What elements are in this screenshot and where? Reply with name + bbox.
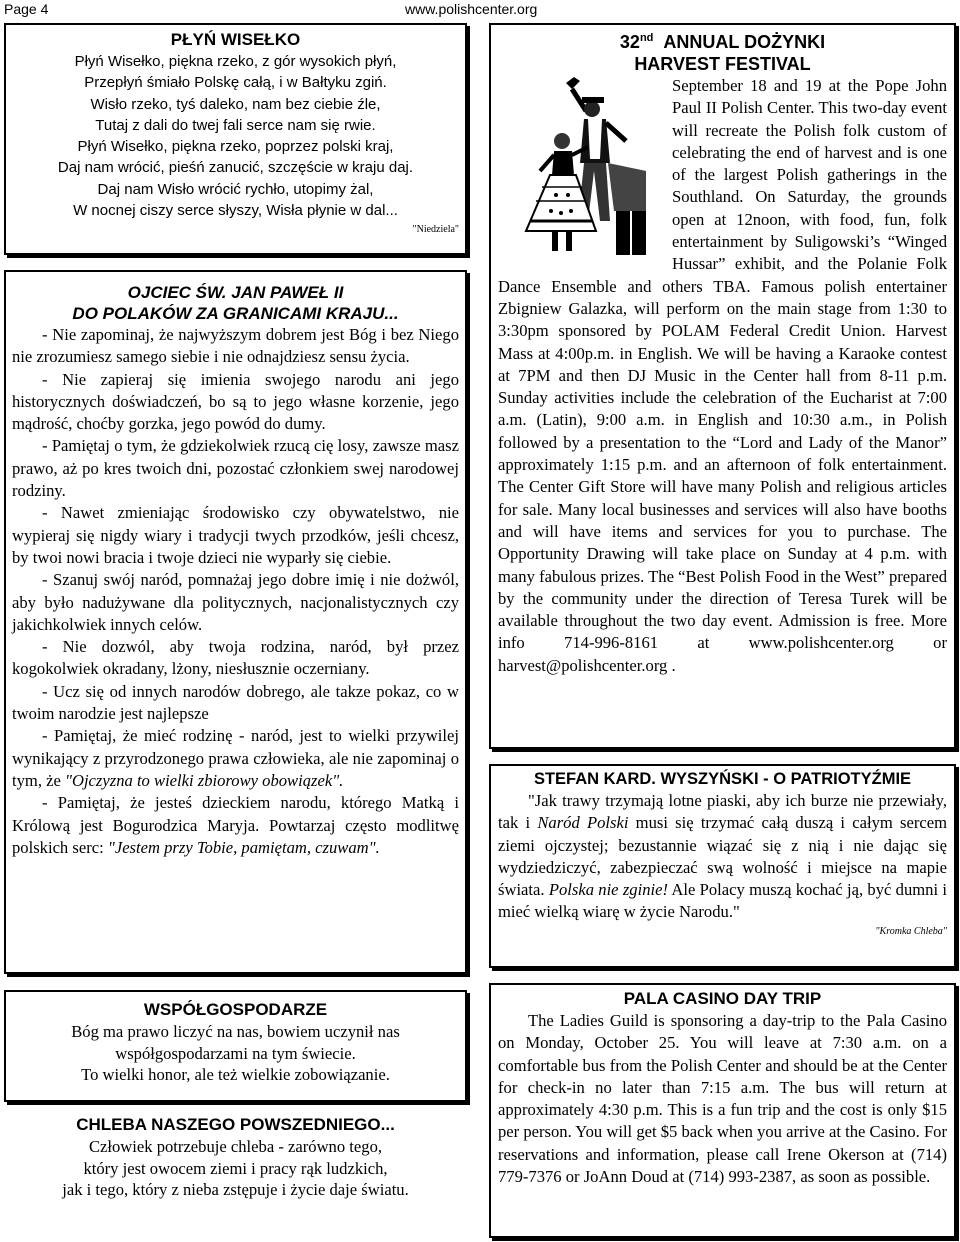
quote-text: Ale Polacy muszą kochać ją, być dumni i mieć wielką wiarę w życie Narodu." (498, 880, 947, 922)
dozynki-title-line1 (498, 31, 947, 53)
website-url[interactable]: www.polishcenter.org (405, 1, 538, 17)
jp2-paragraph: - Szanuj swój naród, pomnażaj jego dobre imię i nie dożwól, aby było nadużywane dla politycznych, nacjonalistycznych czy jakichkolwiek innych celów. (12, 570, 459, 634)
text-line: jak i tego, który z nieba zstępuje i życie daje światu. (62, 1180, 409, 1199)
title-text: ANNUAL DOŻYNKI (663, 32, 826, 52)
pala-casino-body (498, 1010, 947, 1188)
jp2-paragraph: - Nie dozwól, aby twoja rodzina, naród, był przez kogokolwiek okradany, lżony, niesłusznie oczerniany. (12, 637, 459, 679)
jp2-title-line1: OJCIEC ŚW. JAN PAWEŁ II (127, 283, 344, 302)
poem-line: W nocnej ciszy serce słyszy, Wisła płynie w dal... (73, 202, 398, 220)
dozynki-text: September 18 and 19 at the Pope John Paul II Polish Center. This two-day event will recreate the Polish folk custom of celebrating the end of harvest and is one of the largest Polish gatherings in the Southland. On Saturday, the grounds open at 12noon, with food, fun, folk entertainment by Suligowski’s “Winged Hussar” exhibit, and the Polanie Folk Dance Ensemble and others TBA. Famous polish entertainer Zbigniew Galazka, will perform on the main stage from 1:30 to 3:30pm sponsored by POLAM Federal Credit Union. Harvest Mass at 4:00p.m. in English. We will be having a Karaoke contest at 7PM and then DJ Music in the Center hall from 8-11 p.m. Sunday activities include the celebration of the Eucharist at 7:00 a.m. (Latin), 9:00 a.m. in English and 10:30 a.m., in Polish followed by a presentation to the “Lord and Lady of the Manor” approximately 1:15 p.m. and an afternoon of folk entertainment. The Center Gift Store will have many Polish and religious articles for sale. Many local businesses and services will also have booths and will have items and services for you to purchase. The Opportunity Drawing will take place on Sunday at 4 p.m. with many fabulous prizes. The “Best Polish Food in the West” prepared by the community under the direction of Teresa Turek will be available throughout the two day event. Admission is free. More info 714-996-8161 at www.polishcenter.org or harvest@polishcenter.org . (498, 76, 947, 675)
poem-line: Daj nam wrócić, pieśń zanucić, szczęście w kraju daj. (57, 159, 414, 177)
jp2-title-line2: DO POLAKÓW ZA GRANICAMI KRAJU... (72, 304, 399, 323)
jp2-paragraph: - Nawet zmieniając środowisko czy obywatelstwo, nie wypieraj się nigdy wiary i tradycji twych przodków, jeśli chcesz, by twoi nowi bracia i twoje dzieci nie wyparły się ciebie. (12, 503, 459, 567)
wyszynski-box (489, 764, 956, 968)
poem-line: Płyń Wisełko, piękna rzeko, poprzez polski kraj, (77, 138, 394, 156)
wspolgospodarze-text (12, 1021, 459, 1086)
quote-emphasis: Naród Polski (537, 813, 629, 833)
jp2-paragraph: - Pamiętaj o tym, że gdziekolwiek rzucą cię losy, zawsze masz prawo, aż po kres twoich dni, pozostać członkiem swej narodowej rodziny. (12, 436, 459, 501)
dozynki-body (498, 75, 947, 677)
wyszynski-title: STEFAN KARD. WYSZYŃSKI - O PATRIOTYŹMIE (533, 770, 912, 788)
wyszynski-body (498, 790, 947, 924)
poem-line: Płyń Wisełko, piękna rzeko, z gór wysokich płyń, (74, 53, 397, 70)
text-line: To wielki honor, ale też wielkie zobowiązanie. (81, 1065, 390, 1084)
jp2-paragraph: - Nie zapominaj, że najwyższym dobrem jest Bóg i bez Niego nie zrozumiesz samego siebie i nie odnajdziesz sensu życia. (12, 325, 459, 367)
plyn-wiselko-title: PŁYŃ WISEŁKO (170, 30, 301, 49)
pala-casino-title: PALA CASINO DAY TRIP (623, 989, 822, 1008)
wspolgospodarze-title: WSPÓŁGOSPODARZE (143, 1000, 328, 1019)
poem-line: Przepłyń śmiało Polskę całą, i w Bałtyku zgiń. (84, 74, 387, 92)
pala-casino-text: The Ladies Guild is sponsoring a day-trip to the Pala Casino on Monday, October 25. You will leave at 7:30 a.m. on a comfortable bus from the Polish Center and should be at the Center for check-in no later than 7:15 a.m. The bus will return at approximately 4:30 p.m. This is a fun trip and the cost is only $15 per person. You will get $5 back when you arrive at the Casino. For reservations and information, please call Irene Okerson at (714) 779-7376 or JoAnn Doud at (714) 993-2387, as soon as possible. (498, 1011, 947, 1187)
text-line: Bóg ma prawo liczyć na nas, bowiem uczynił nas (71, 1022, 400, 1041)
jp2-box (4, 270, 467, 974)
jp2-body (12, 324, 459, 859)
text-line: który jest owocem ziemi i pracy rąk ludzkich, (83, 1158, 388, 1178)
title-number: 32 (619, 32, 640, 52)
wyszynski-source: "Kromka Chleba" (875, 925, 947, 937)
plyn-wiselko-box (4, 23, 467, 255)
jp2-text: - Pamiętaj, że mieć rodzinę - naród, jest to wielki przywilej wynikający z przyrodzonego prawa człowieka, ale nie zapominaj o tym, że (12, 726, 459, 790)
wspolgospodarze-box (4, 990, 467, 1102)
poem-line: Tutaj z dali do twej fali serce nam się rwie. (95, 116, 376, 134)
chleba-section (4, 1114, 467, 1204)
page-number: Page 4 (4, 1, 49, 17)
poem-line: Daj nam Wisło wrócić rychło, utopimy żal, (97, 180, 374, 198)
pala-casino-box (489, 983, 956, 1238)
page-header (0, 0, 960, 18)
jp2-paragraph (12, 725, 459, 792)
poem-line: Wisło rzeko, tyś daleko, nam bez ciebie źle, (90, 95, 381, 113)
text-line: współgospodarzami na tym świecie. (115, 1043, 356, 1063)
quote-emphasis: Polska nie zginie! (548, 880, 668, 900)
plyn-wiselko-poem (12, 51, 459, 221)
text-line: Człowiek potrzebuje chleba - zarówno tego, (88, 1137, 383, 1156)
quote-text: "Jak trawy trzymają lotne piaski, aby ich burze nie przewiały, tak i (498, 791, 947, 833)
jp2-text: - Pamiętaj, że jesteś dzieckiem narodu, którego Matką i Królową jest Bogurodzica Maryja. Powtarzaj często modlitwę polskich serc: (12, 793, 459, 857)
folk-dancers-illustration (496, 71, 664, 261)
chleba-text (10, 1136, 461, 1201)
jp2-paragraph: - Nie zapieraj się imienia swojego narodu ani jego historycznych doświadczeń, bo są to jego własne korzenie, jego mądrość, choćby gorzka, jego powód do dumy. (12, 369, 459, 434)
wyszynski-quote (498, 790, 947, 924)
dozynki-box (489, 23, 956, 749)
quote-text: musi się trzymać całą duszą i całym sercem ziemi ojczystej; bezustannie wiązać się z nią i nie dając się wydziedziczyć, zabezpieczać swą wolność i miejsce na mapie świata. (498, 813, 947, 900)
jp2-quote: "Jestem przy Tobie, pamiętam, czuwam". (107, 837, 380, 857)
plyn-wiselko-source: "Niedziela" (412, 224, 459, 236)
jp2-quote: "Ojczyzna to wielki zbiorowy obowiązek". (65, 770, 344, 790)
jp2-paragraph (12, 792, 459, 859)
title-ordinal: nd (639, 32, 654, 44)
chleba-title: CHLEBA NASZEGO POWSZEDNIEGO... (76, 1115, 395, 1134)
jp2-paragraph: - Ucz się od innych narodów dobrego, ale takze pokaz, co w twoim narodzie jest najlepsze (12, 681, 459, 724)
dozynki-title-line2: HARVEST FESTIVAL (634, 54, 811, 74)
